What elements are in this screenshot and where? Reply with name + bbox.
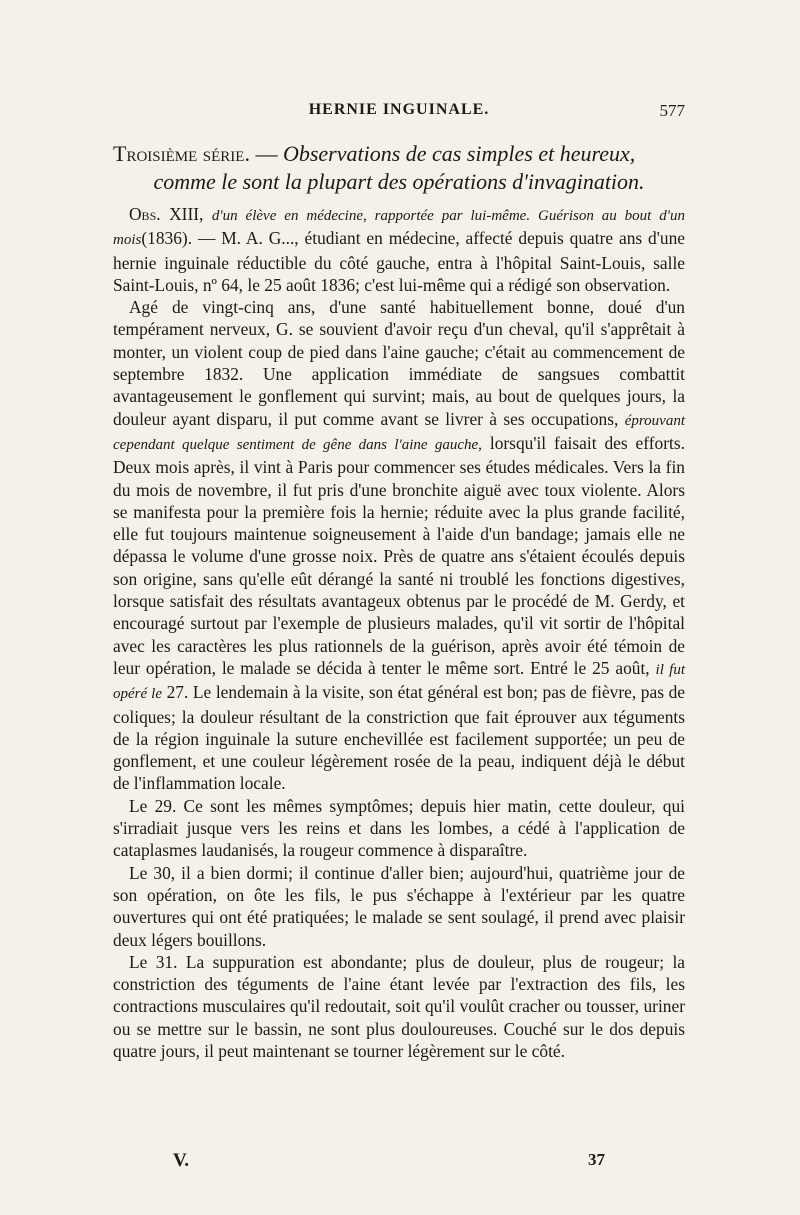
paragraph-day-31: Le 31. La suppuration est abondante; plus de douleur, plus de rougeur; la constriction des téguments de l'aine étant levée par l'extraction des fils, les contractions musculaires qu'il redoutait, soit qu'il voulût cracher ou tousser, uriner ou se mettre sur le bassin, ne sont plus douloureuses. Couché sur le dos depuis quatre jours, il peut maintenant se tourner légèrement sur le côté. bbox=[113, 951, 685, 1061]
running-head-title: HERNIE INGUINALE. bbox=[308, 101, 490, 118]
paragraph-italic: il fut opéré le bbox=[113, 661, 685, 703]
section-title-line1: Observations de cas simples et heureux, bbox=[282, 141, 636, 166]
paragraph-text: Agé de vingt-cinq ans, d'une santé habituellement bonne, doué d'un tempérament nerveux, G. se souvient d'avoir reçu d'un cheval, qu'il s'apprêtait à monter, un violent coup de pied dans l'aine gauche; c'était au commencement de septembre 1832. Une application immédiate de sangsues combattit avantageusement le gonflement qui survint; mais, au bout de quelques jours, la douleur ayant disparu, il put comme avant se livrer à ses occupations, bbox=[113, 297, 685, 429]
observation-paragraph bbox=[113, 203, 685, 296]
signature-mark: V. bbox=[173, 1150, 190, 1171]
section-heading bbox=[113, 140, 685, 196]
running-head bbox=[113, 101, 685, 123]
paragraph-text: lorsqu'il faisait des efforts. Deux mois après, il vint à Paris pour commencer ses études médicales. Vers la fin du mois de novembre, il fut pris d'une bronchite aiguë avec toux violente. Alors se manifesta pour la première fois la hernie; réduite avec la plus grande facilité, elle fut toujours maintenue soigneusement à l'aide d'un bandage; jamais elle ne dépassa le volume d'une grosse noix. Près de quatre ans s'étaient écoulés depuis son origine, sans qu'elle eût dérangé la santé ni troublé les fonctions digestives, lorsque satisfait des résultats avantageux obtenus par le procédé de M. Gerdy, et encouragé surtout par l'exemple de plusieurs malades, qu'il vit sortir de l'hôpital avec les caractères les plus rationnels de la guérison, après avoir été témoin de leur opération, le malade se décida à tenter le même sort. Entré le 25 août, bbox=[113, 432, 685, 678]
section-dash: — bbox=[249, 141, 283, 166]
page-footer bbox=[113, 1150, 685, 1174]
observation-year: (1836). bbox=[141, 228, 193, 249]
observation-label: Obs. XIII, bbox=[129, 204, 204, 224]
paragraph-day-29: Le 29. Ce sont les mêmes symptômes; depuis hier matin, cette douleur, qui s'irradiait jusque vers les reins et dans les lombes, a cédé à l'application de cataplasmes laudanisés, la rougeur commence à disparaître. bbox=[113, 795, 685, 861]
section-label: Troisième série. bbox=[113, 141, 250, 166]
paragraph-italic: éprouvant cependant quelque sentiment de gêne dans l'aine gauche, bbox=[113, 412, 685, 453]
signature-number: 37 bbox=[588, 1150, 605, 1169]
paragraph-history bbox=[113, 296, 685, 795]
paragraph-day-30: Le 30, il a bien dormi; il continue d'aller bien; aujourd'hui, quatrième jour de son opération, on ôte les fils, le pus s'échappe à l'extérieur par les quatre ouvertures qui ont été pratiquées; le malade se sent soulagé, il prend avec plaisir deux légers bouillons. bbox=[113, 862, 685, 950]
body-text bbox=[113, 203, 685, 1062]
observation-subtitle: d'un élève en médecine, rapportée par lui-même. Guérison au bout d'un mois bbox=[113, 208, 685, 249]
observation-text: — M. A. G..., étudiant en médecine, affecté depuis quatre ans d'une hernie inguinale réductible du côté gauche, entra à l'hôpital Saint-Louis, salle Saint-Louis, nº 64, le 25 août 1836; c'est lui-même qui a rédigé son observation. bbox=[113, 228, 685, 295]
page-number: 577 bbox=[659, 101, 685, 120]
section-title-line2: comme le sont la plupart des opérations d'invagination. bbox=[153, 169, 645, 194]
paragraph-text: 27. Le lendemain à la visite, son état général est bon; pas de fièvre, pas de coliques; la douleur résultant de la constriction que fait éprouver aux téguments de la région inguinale la suture enchevillée est facilement supportée; un peu de gonflement, et une couleur légèrement rosée de la peau, indiquent déjà le début de l'inflammation locale. bbox=[113, 682, 685, 794]
